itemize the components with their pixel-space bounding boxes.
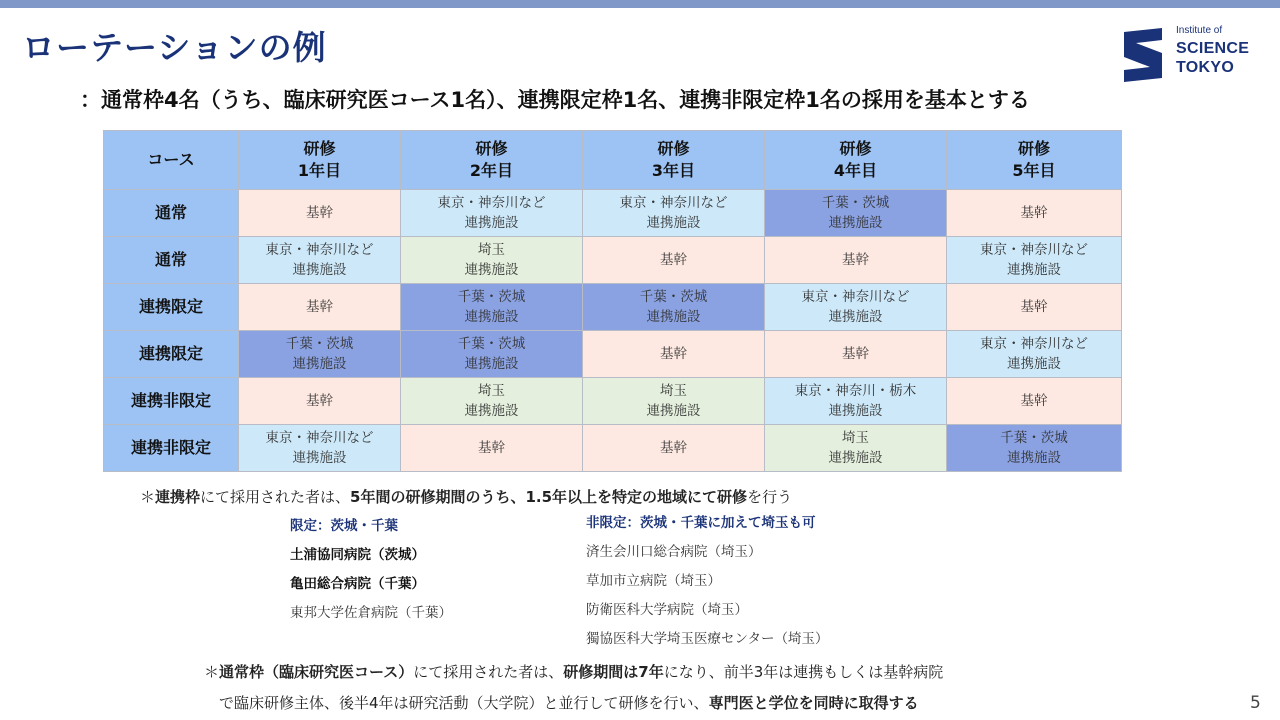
rotation-cell: 基幹 bbox=[583, 425, 765, 472]
list-item: 東邦大学佐倉病院（千葉） bbox=[290, 605, 452, 621]
logo-mark-icon bbox=[1118, 26, 1168, 84]
rotation-cell: 東京・神奈川など 連携施設 bbox=[239, 425, 401, 472]
rotation-cell: 東京・神奈川・栃木 連携施設 bbox=[765, 378, 947, 425]
rotation-cell: 埼玉 連携施設 bbox=[765, 425, 947, 472]
note2-bold-goal: 専門医と学位を同時に取得する bbox=[708, 694, 919, 712]
note-asterisk: ＊ bbox=[140, 488, 156, 506]
page-number: 5 bbox=[1250, 693, 1261, 713]
rotation-cell: 基幹 bbox=[765, 331, 947, 378]
logo-line-1: Institute of bbox=[1176, 25, 1223, 36]
note-bold-term: 連携枠 bbox=[155, 488, 201, 506]
note2-text-3: で臨床研修主体、後半4年は研究活動（大学院）と並行して研修を行い、 bbox=[219, 694, 709, 712]
regional-note bbox=[140, 486, 792, 507]
limited-hospital-list bbox=[290, 514, 452, 633]
logo-line-3: TOKYO bbox=[1176, 59, 1235, 76]
rotation-cell: 千葉・茨城 連携施設 bbox=[401, 331, 583, 378]
rotation-cell: 東京・神奈川など 連携施設 bbox=[583, 190, 765, 237]
rotation-cell: 基幹 bbox=[239, 190, 401, 237]
rotation-cell: 埼玉 連携施設 bbox=[583, 378, 765, 425]
list-item: 土浦協同病院（茨城） bbox=[290, 547, 425, 563]
rotation-cell: 基幹 bbox=[947, 284, 1122, 331]
note2-bold-course: 通常枠（臨床研究医コース） bbox=[219, 663, 414, 681]
list-item: 済生会川口総合病院（埼玉） bbox=[586, 544, 762, 560]
rotation-cell: 埼玉 連携施設 bbox=[401, 237, 583, 284]
rotation-cell: 基幹 bbox=[947, 190, 1122, 237]
rotation-cell: 基幹 bbox=[765, 237, 947, 284]
note2-asterisk: ＊ bbox=[204, 663, 220, 681]
rotation-cell: 基幹 bbox=[583, 237, 765, 284]
nonlimited-hospital-list bbox=[586, 511, 828, 659]
rotation-cell: 東京・神奈川など 連携施設 bbox=[765, 284, 947, 331]
note2-text-2: になり、前半3年は連携もしくは基幹病院 bbox=[663, 663, 944, 681]
rotation-cell: 基幹 bbox=[947, 378, 1122, 425]
table-row bbox=[104, 190, 1122, 237]
rotation-cell: 千葉・茨城 連携施設 bbox=[765, 190, 947, 237]
table-row bbox=[104, 378, 1122, 425]
note2-line-2 bbox=[219, 688, 943, 719]
header-year-5: 研修 5年目 bbox=[947, 131, 1122, 190]
course-label: 連携限定 bbox=[104, 284, 239, 331]
course-label: 連携非限定 bbox=[104, 378, 239, 425]
note2-line-1 bbox=[204, 657, 943, 688]
header-year-2: 研修 2年目 bbox=[401, 131, 583, 190]
institution-logo bbox=[1118, 24, 1258, 86]
top-accent-bar bbox=[0, 0, 1280, 8]
page-title: ローテーションの例 bbox=[22, 28, 327, 67]
header-course: コース bbox=[104, 131, 239, 190]
rotation-cell: 千葉・茨城 連携施設 bbox=[239, 331, 401, 378]
rotation-cell: 基幹 bbox=[401, 425, 583, 472]
course-label: 通常 bbox=[104, 190, 239, 237]
rotation-cell: 東京・神奈川など 連携施設 bbox=[401, 190, 583, 237]
note-bold-rule: 5年間の研修期間のうち、1.5年以上を特定の地域にて研修 bbox=[350, 488, 748, 506]
rotation-cell: 東京・神奈川など 連携施設 bbox=[947, 237, 1122, 284]
rotation-cell: 埼玉 連携施設 bbox=[401, 378, 583, 425]
rotation-cell: 基幹 bbox=[239, 284, 401, 331]
logo-line-2: SCIENCE bbox=[1176, 40, 1250, 57]
subtitle: ：通常枠4名（うち、臨床研究医コース1名）、連携限定枠1名、連携非限定枠1名の採用を基本とする bbox=[80, 88, 1030, 112]
list-item: 獨協医科大学埼玉医療センター（埼玉） bbox=[586, 631, 829, 647]
table-row bbox=[104, 284, 1122, 331]
rotation-cell: 千葉・茨城 連携施設 bbox=[947, 425, 1122, 472]
table-row bbox=[104, 425, 1122, 472]
rotation-cell: 基幹 bbox=[239, 378, 401, 425]
rotation-cell: 千葉・茨城 連携施設 bbox=[401, 284, 583, 331]
table-row bbox=[104, 237, 1122, 284]
list-item: 草加市立病院（埼玉） bbox=[586, 573, 721, 589]
limited-header: 限定：茨城・千葉 bbox=[290, 518, 398, 534]
nonlimited-header: 非限定：茨城・千葉に加えて埼玉も可 bbox=[586, 515, 816, 531]
list-item: 防衛医科大学病院（埼玉） bbox=[586, 602, 748, 618]
header-year-3: 研修 3年目 bbox=[583, 131, 765, 190]
rotation-cell: 東京・神奈川など 連携施設 bbox=[947, 331, 1122, 378]
note-suffix: を行う bbox=[747, 488, 793, 506]
list-item: 亀田総合病院（千葉） bbox=[290, 576, 425, 592]
table-row bbox=[104, 331, 1122, 378]
note2-text-1: にて採用された者は、 bbox=[413, 663, 564, 681]
note2-bold-period: 研修期間は7年 bbox=[563, 663, 664, 681]
course-label: 連携非限定 bbox=[104, 425, 239, 472]
clinical-research-note bbox=[204, 657, 943, 719]
course-label: 通常 bbox=[104, 237, 239, 284]
rotation-table bbox=[103, 130, 1122, 472]
note-text: にて採用された者は、 bbox=[200, 488, 351, 506]
header-year-4: 研修 4年目 bbox=[765, 131, 947, 190]
rotation-cell: 東京・神奈川など 連携施設 bbox=[239, 237, 401, 284]
header-year-1: 研修 1年目 bbox=[239, 131, 401, 190]
course-label: 連携限定 bbox=[104, 331, 239, 378]
rotation-cell: 基幹 bbox=[583, 331, 765, 378]
rotation-cell: 千葉・茨城 連携施設 bbox=[583, 284, 765, 331]
table-header-row bbox=[104, 131, 1122, 190]
